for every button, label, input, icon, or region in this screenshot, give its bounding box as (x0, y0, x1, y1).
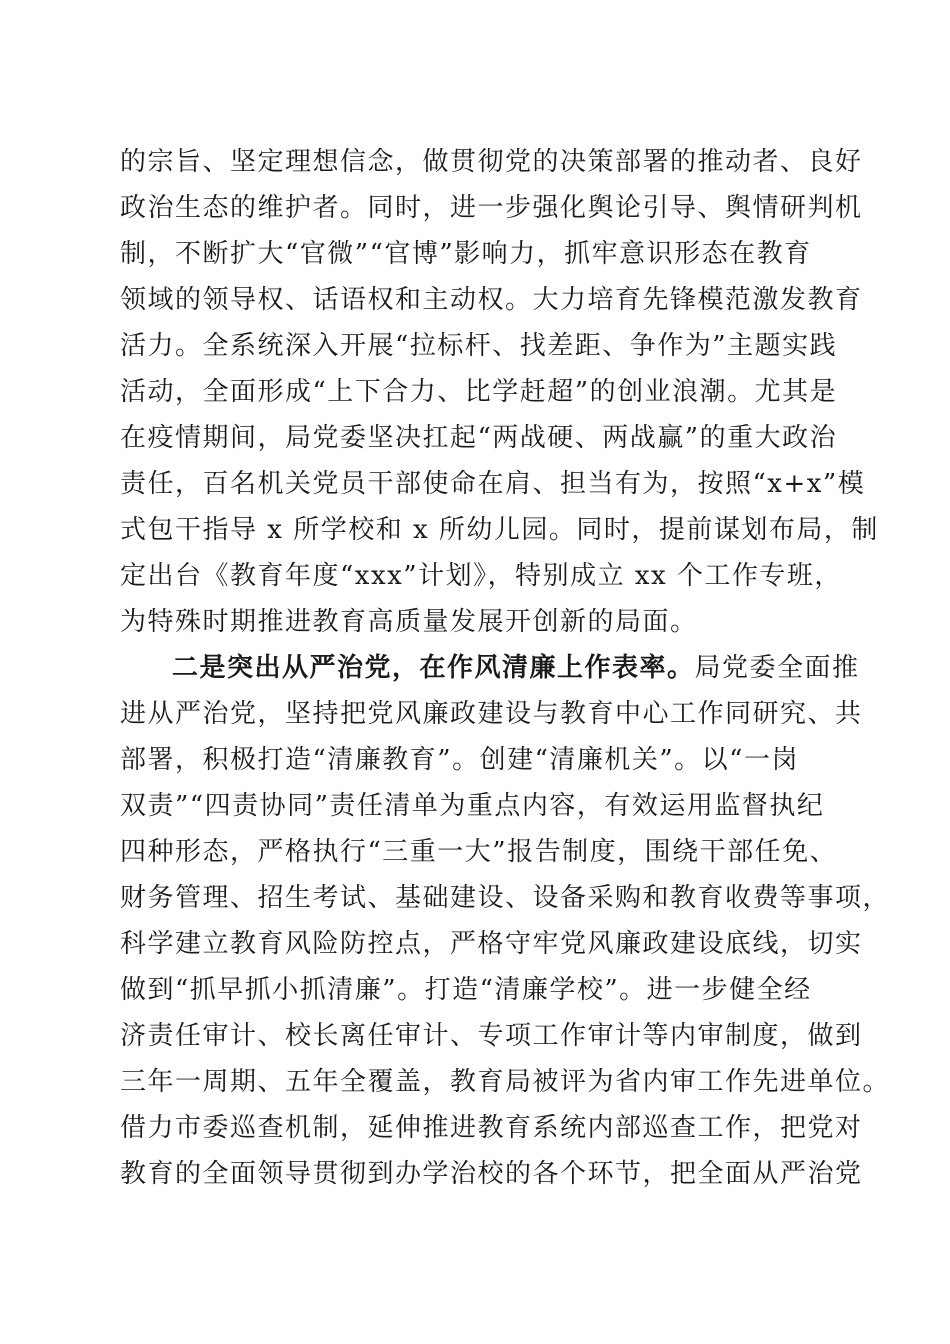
text-line: 责任，百名机关党员干部使命在肩、担当有为，按照“x+x”模 (120, 469, 866, 499)
text-line: 活力。全系统深入开展“拉标杆、找差距、争作为”主题实践 (120, 331, 838, 361)
text-line: 活动，全面形成“上下合力、比学赶超”的创业浪潮。尤其是 (120, 377, 838, 407)
text-line: 四种形态，严格执行“三重一大”报告制度，围绕干部任免、 (120, 837, 838, 867)
text-line: 双责”“四责协同”责任清单为重点内容，有效运用监督执纪 (120, 791, 825, 821)
text-line: 三年一周期、五年全覆盖，教育局被评为省内审工作先进单位。 (120, 1067, 891, 1097)
text-line: 科学建立教育风险防控点，严格守牢党风廉政建设底线，切实 (120, 929, 863, 959)
text-line: 的宗旨、坚定理想信念，做贯彻党的决策部署的推动者、良好 (120, 147, 863, 177)
text-line: 做到“抓早抓小抓清廉”。打造“清廉学校”。进一步健全经 (120, 975, 812, 1005)
text-line: 为特殊时期推进教育高质量发展开创新的局面。 (120, 607, 698, 637)
text-line: 进从严治党，坚持把党风廉政建设与教育中心工作同研究、共 (120, 699, 863, 729)
text-line: 定出台《教育年度“xxx”计划》，特别成立 xx 个工作专班， (120, 561, 842, 591)
text-line: 在疫情期间，局党委坚决扛起“两战硬、两战赢”的重大政治 (120, 423, 838, 453)
text-line: 财务管理、招生考试、基础建设、设备采购和教育收费等事项， (120, 883, 891, 913)
text-line: 政治生态的维护者。同时，进一步强化舆论引导、舆情研判机 (120, 193, 863, 223)
section-heading: 二是突出从严治党，在作风清廉上作表率。 (172, 653, 695, 683)
text-line: 部署，积极打造“清廉教育”。创建“清廉机关”。以“一岗 (120, 745, 799, 775)
text-line: 制，不断扩大“官微”“官博”影响力，抓牢意识形态在教育 (120, 239, 812, 269)
paragraph-start-line (172, 655, 860, 681)
text-line: 借力市委巡查机制，延伸推进教育系统内部巡查工作，把党对 (120, 1113, 863, 1143)
text-line: 式包干指导 x 所学校和 x 所幼儿园。同时，提前谋划布局，制 (120, 515, 879, 545)
text-line: 教育的全面领导贯彻到办学治校的各个环节，把全面从严治党 (120, 1159, 863, 1189)
text-line: 济责任审计、校长离任审计、专项工作审计等内审制度，做到 (120, 1021, 863, 1051)
text-line: 领域的领导权、话语权和主动权。大力培育先锋模范激发教育 (120, 285, 863, 315)
text-line-continuation: 局党委全面推 (694, 653, 860, 683)
